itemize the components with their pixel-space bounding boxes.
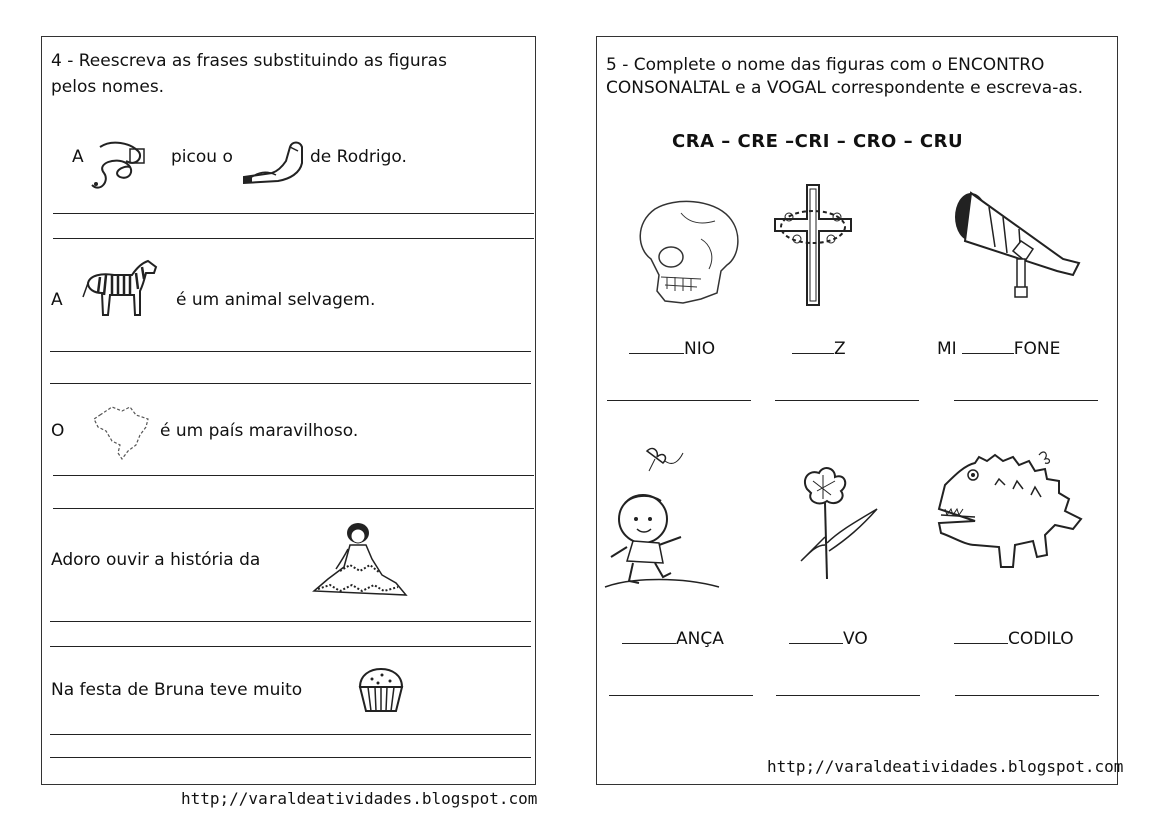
answer-line [50,383,531,384]
answer-line [607,400,751,401]
child-icon [603,441,725,591]
word-6: CODILO [954,627,1074,651]
flexed-arm-icon [242,137,304,185]
exercise-5-instruction-line2: CONSONALTAL e a VOGAL correspondente e escreva-as. [606,78,1084,98]
sentence-3-start: O [51,421,65,441]
answer-line [50,757,531,758]
carnation-flower-icon [787,465,883,585]
word-1: NIO [629,337,715,361]
sentence-1-end: de Rodrigo. [310,147,407,167]
sentence-2-start: A [51,290,63,310]
syllable-options: CRA – CRE –CRI – CRO – CRU [672,131,964,152]
word-3-blank [962,337,1014,354]
brazil-map-icon [90,401,152,461]
word-6-blank [954,627,1008,644]
answer-line [53,213,534,214]
answer-line [50,646,531,647]
exercise-4-instruction-line1: 4 - Reescreva as frases substituindo as figuras [51,51,447,71]
cross-icon [773,183,853,309]
sentence-1-start: A [72,147,84,167]
answer-line [775,400,919,401]
cupcake-icon [356,665,406,715]
word-5: VO [789,627,868,651]
answer-line [53,508,534,509]
answer-line [53,238,534,239]
exercise-4-instruction-line2: pelos nomes. [51,77,165,97]
answer-line [609,695,753,696]
snake-icon [86,137,148,193]
word-1-blank [629,337,684,354]
answer-line [954,400,1098,401]
answer-line [53,475,534,476]
answer-line [50,734,531,735]
left-footer-url: http;//varaldeatividades.blogspot.com [181,789,538,808]
exercise-4-panel [41,36,536,785]
sentence-2-end: é um animal selvagem. [176,290,376,310]
word-4: ANÇA [622,627,724,651]
zebra-icon [82,259,160,319]
right-footer-url: http;//varaldeatividades.blogspot.com [767,757,1124,776]
word-4-blank [622,627,676,644]
answer-line [50,621,531,622]
answer-line [955,695,1099,696]
microphone-icon [953,189,1083,301]
sentence-5: Na festa de Bruna teve muito [51,680,303,700]
answer-line [50,351,531,352]
skull-icon [631,199,743,307]
sentence-1-middle: picou o [171,147,233,167]
exercise-5-instruction-line1: 5 - Complete o nome das figuras com o ENCONTRO [606,55,1045,75]
word-2: Z [792,337,846,361]
sentence-3-end: é um país maravilhoso. [160,421,359,441]
word-2-blank [792,337,834,354]
word-5-blank [789,627,843,644]
word-3: MI FONE [937,339,1061,359]
snow-white-icon [310,519,410,601]
crocodile-icon [935,445,1085,581]
answer-line [776,695,920,696]
sentence-4: Adoro ouvir a história da [51,550,261,570]
exercise-5-panel [596,36,1124,785]
